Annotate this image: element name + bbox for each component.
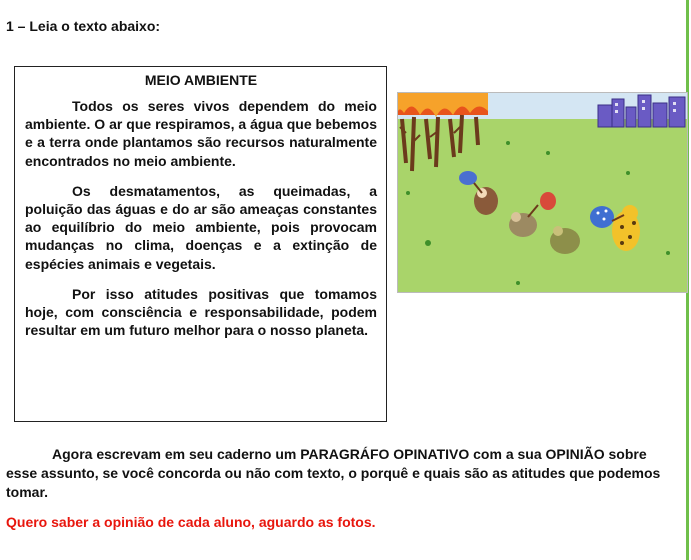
paragraph-2: Os desmatamentos, as queimadas, a poluição das águas e do ar são ameaças constantes ao equilíbrio do meio ambiente, pois provocam mudanças no clima, doenças e a extinção de espécies animais e vegetais. bbox=[25, 182, 377, 272]
cartoon-scene bbox=[398, 93, 687, 292]
instruction-body: Agora escrevam em seu caderno um PARAGRÁFO OPINATIVO com a sua OPINIÃO sobre esse assunto, se você concorda ou não com texto, o porquê e quais são as atitudes que podemos tomar. bbox=[6, 446, 661, 500]
paragraph-1: Todos os seres vivos dependem do meio ambiente. O ar que respiramos, a água que bebemos e a terra onde plantamos são recursos naturalmente encontrados no meio ambiente. bbox=[25, 98, 377, 169]
paragraph-3: Por isso atitudes positivas que tomamos hoje, com consciência e responsabilidade, podem resultar em um futuro melhor para o nosso planeta. bbox=[25, 285, 377, 339]
question-title: 1 – Leia o texto abaixo: bbox=[6, 18, 161, 34]
instruction-text bbox=[6, 445, 681, 502]
box-title: MEIO AMBIENTE bbox=[144, 72, 258, 88]
text-box bbox=[14, 66, 387, 422]
teacher-note: Quero saber a opinião de cada aluno, aguardo as fotos. bbox=[6, 514, 376, 530]
environment-illustration bbox=[397, 92, 688, 293]
